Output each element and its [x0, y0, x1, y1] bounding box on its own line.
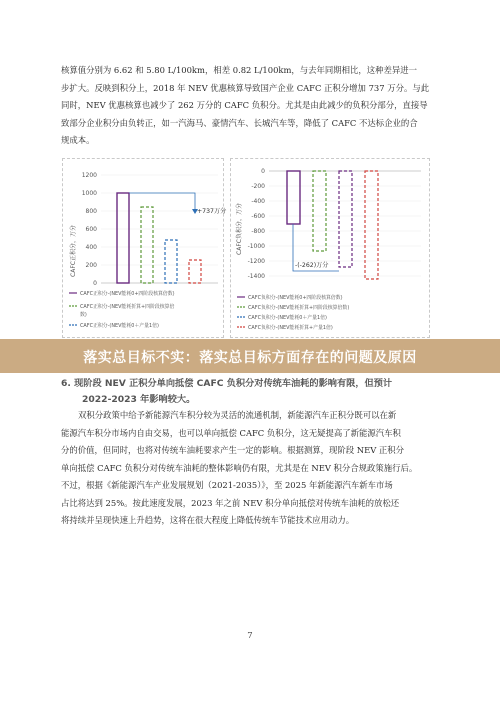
heading-line: 6. 现阶段 NEV 正积分单向抵偿 CAFC 负积分对传统车油耗的影响有限，但预计	[61, 378, 393, 389]
body-line: 占比将达到 25%。按此速度发展，2023 年之前 NEV 积分单向抵偿对传统车油耗的放松还	[61, 497, 400, 508]
difference-annotation: -(-262)万分	[295, 262, 329, 269]
bar	[117, 193, 129, 283]
legend-entry: CAFC正积分-(NEV能耗0＋产量1倍)	[80, 323, 159, 329]
bar	[365, 171, 378, 279]
tick-label: 200	[85, 262, 97, 269]
right-chart	[231, 159, 429, 337]
bar	[313, 171, 326, 251]
tick-label: 800	[85, 208, 97, 215]
body-line: 双积分政策中给予新能源汽车积分较为灵活的流通机制，新能源汽车正积分既可以在新	[78, 410, 397, 420]
legend-entry: CAFC负积分-(NEV能耗0＋产量1倍)	[248, 315, 327, 321]
tick-label: -1200	[247, 258, 265, 265]
left-chart	[63, 159, 227, 337]
legend-entry: CAFC负积分-(NEV能耗0+四阶段核算倍数)	[248, 295, 343, 301]
y-axis-label: CAFC负积分，万分	[236, 203, 243, 255]
intro-line: 步扩大。反映到积分上，2018 年 NEV 优惠核算导致国产企业 CAFC 正积分增加 737 万分。与此	[61, 82, 430, 93]
bar	[189, 260, 201, 283]
banner-title: 落实总目标不实：落实总目标方面存在的问题及原因	[83, 350, 417, 366]
legend-entry: 数)	[80, 312, 87, 318]
body-line: 单向抵偿 CAFC 负积分对传统车油耗的整体影响仍有限，尤其是在 NEV 积分合规政策施行后。	[61, 462, 418, 473]
tick-label: -1400	[247, 273, 265, 280]
body-line: 分的价值，但同时，也将对传统车油耗要求产生一定的影响。根据测算，现阶段 NEV 正积分	[61, 445, 405, 455]
body-paragraph	[61, 407, 441, 530]
heading-line: 2022-2023 年影响较大。	[82, 394, 196, 405]
intro-line: 核算值分别为 6.62 和 5.80 L/100km，相差 0.82 L/100km，与去年同期相比，这种差异进一	[61, 65, 418, 75]
tick-label: 1000	[81, 190, 97, 197]
tick-label: 400	[85, 244, 97, 251]
tick-label: -200	[251, 183, 265, 190]
legend-entry: CAFC正积分-(NEV能耗折算+四阶段核算倍	[80, 304, 175, 310]
intro-line: 致部分企业积分由负转正，如一汽海马、豪情汽车、长城汽车等，降低了 CAFC 不达标企业的合	[61, 117, 418, 128]
bar	[165, 240, 177, 283]
body-line: 将持续并呈现快速上升趋势，这将在很大程度上降低传统车节能技术应用动力。	[61, 515, 355, 525]
right-chart-panel	[230, 158, 430, 338]
body-line: 不过，根据《新能源汽车产业发展规划（2021-2035）》，至 2025 年新能源汽车新车市场	[61, 480, 393, 490]
tick-label: 600	[85, 226, 97, 233]
left-chart-panel	[62, 158, 227, 338]
intro-line: 同时，NEV 优惠核算也减少了 262 万分的 CAFC 负积分。尤其是由此减少的负积分部分，直接导	[61, 100, 428, 110]
tick-label: -600	[251, 213, 265, 220]
tick-label: -800	[251, 228, 265, 235]
intro-line: 规成本。	[61, 135, 95, 145]
tick-label: -400	[251, 198, 265, 205]
tick-label: -1000	[247, 243, 265, 250]
bar	[339, 171, 352, 267]
tick-label: 1200	[81, 172, 97, 179]
body-line: 能源汽车积分市场内自由交易，也可以单向抵偿 CAFC 负积分，这无疑提高了新能源汽车积	[61, 427, 401, 438]
y-axis-label: CAFC正积分，万分	[70, 225, 77, 277]
tick-label: 0	[93, 280, 97, 287]
bar	[141, 207, 153, 283]
tick-label: 0	[261, 168, 265, 175]
legend-entry: CAFC负积分-(NEV能耗折算+产量1倍)	[248, 325, 333, 331]
intro-paragraph	[61, 62, 441, 150]
legend-entry: CAFC负积分-(NEV能耗折算+四阶段核算倍数)	[248, 305, 350, 311]
difference-annotation: +737万分	[197, 208, 227, 215]
page-number: 7	[247, 631, 253, 641]
difference-arrow	[129, 193, 195, 209]
legend-entry: CAFC正积分-(NEV能耗0+四阶段核算倍数)	[80, 291, 175, 297]
section-heading	[61, 376, 441, 408]
